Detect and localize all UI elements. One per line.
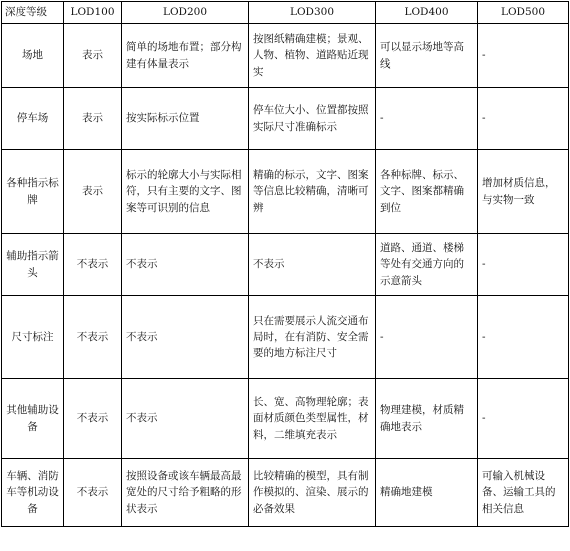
cell-lod200: 不表示: [122, 296, 249, 379]
row-category: 停车场: [2, 88, 64, 150]
cell-lod300: 精确的标示，文字、图案等信息比较精确，清晰可辨: [249, 150, 376, 234]
header-row: [2, 2, 569, 24]
cell-lod400: -: [376, 88, 478, 150]
table-row: [2, 296, 569, 379]
cell-lod100: 表示: [64, 88, 122, 150]
cell-lod200: 不表示: [122, 234, 249, 296]
cell-lod300: 按图纸精确建模；景观、人物、植物、道路贴近现实: [249, 24, 376, 88]
cell-lod400: 精确地建模: [376, 459, 478, 527]
cell-lod300: 长、宽、高物理轮廓；表面材质颜色类型属性，材料，二维填充表示: [249, 379, 376, 459]
cell-lod500: -: [478, 88, 569, 150]
cell-lod500: 可输入机械设备、运输工具的相关信息: [478, 459, 569, 527]
row-category: 车辆、消防车等机动设备: [2, 459, 64, 527]
cell-lod100: 不表示: [64, 459, 122, 527]
cell-lod200: 标示的轮廓大小与实际相符，只有主要的文字、图案等可识别的信息: [122, 150, 249, 234]
cell-lod200: 不表示: [122, 379, 249, 459]
cell-lod300: 停车位大小、位置都按照实际尺寸准确标示: [249, 88, 376, 150]
cell-lod400: 可以显示场地等高线: [376, 24, 478, 88]
header-lod300: LOD300: [249, 2, 376, 24]
row-category: 场地: [2, 24, 64, 88]
cell-lod100: 不表示: [64, 296, 122, 379]
cell-lod200: 按实际标示位置: [122, 88, 249, 150]
header-lod200: LOD200: [122, 2, 249, 24]
table-row: [2, 379, 569, 459]
cell-lod100: 表示: [64, 150, 122, 234]
cell-lod200: 简单的场地布置；部分构建有体量表示: [122, 24, 249, 88]
cell-lod100: 不表示: [64, 379, 122, 459]
row-category: 辅助指示箭头: [2, 234, 64, 296]
table-row: [2, 234, 569, 296]
cell-lod200: 按照设备或该车辆最高最宽处的尺寸给予粗略的形状表示: [122, 459, 249, 527]
cell-lod500: -: [478, 234, 569, 296]
cell-lod400: 各种标牌、标示、文字、图案都精确到位: [376, 150, 478, 234]
cell-lod100: 表示: [64, 24, 122, 88]
cell-lod500: -: [478, 24, 569, 88]
header-lod400: LOD400: [376, 2, 478, 24]
cell-lod500: -: [478, 296, 569, 379]
cell-lod400: -: [376, 296, 478, 379]
cell-lod300: 不表示: [249, 234, 376, 296]
cell-lod500: -: [478, 379, 569, 459]
header-lod100: LOD100: [64, 2, 122, 24]
cell-lod300: 比较精确的模型，具有制作模拟的、渲染、展示的必备效果: [249, 459, 376, 527]
row-category: 其他辅助设备: [2, 379, 64, 459]
cell-lod300: 只在需要展示人流交通布局时，在有消防、安全需要的地方标注尺寸: [249, 296, 376, 379]
lod-table-container: [1, 1, 568, 527]
cell-lod500: 增加材质信息，与实物一致: [478, 150, 569, 234]
header-lod500: LOD500: [478, 2, 569, 24]
cell-lod400: 道路、通道、楼梯等处有交通方向的示意箭头: [376, 234, 478, 296]
table-row: [2, 150, 569, 234]
lod-depth-table: [1, 1, 569, 527]
header-depth-level: 深度等级: [2, 2, 64, 24]
table-row: [2, 24, 569, 88]
row-category: 各种指示标牌: [2, 150, 64, 234]
cell-lod100: 不表示: [64, 234, 122, 296]
table-row: [2, 88, 569, 150]
cell-lod400: 物理建模，材质精确地表示: [376, 379, 478, 459]
row-category: 尺寸标注: [2, 296, 64, 379]
table-row: [2, 459, 569, 527]
